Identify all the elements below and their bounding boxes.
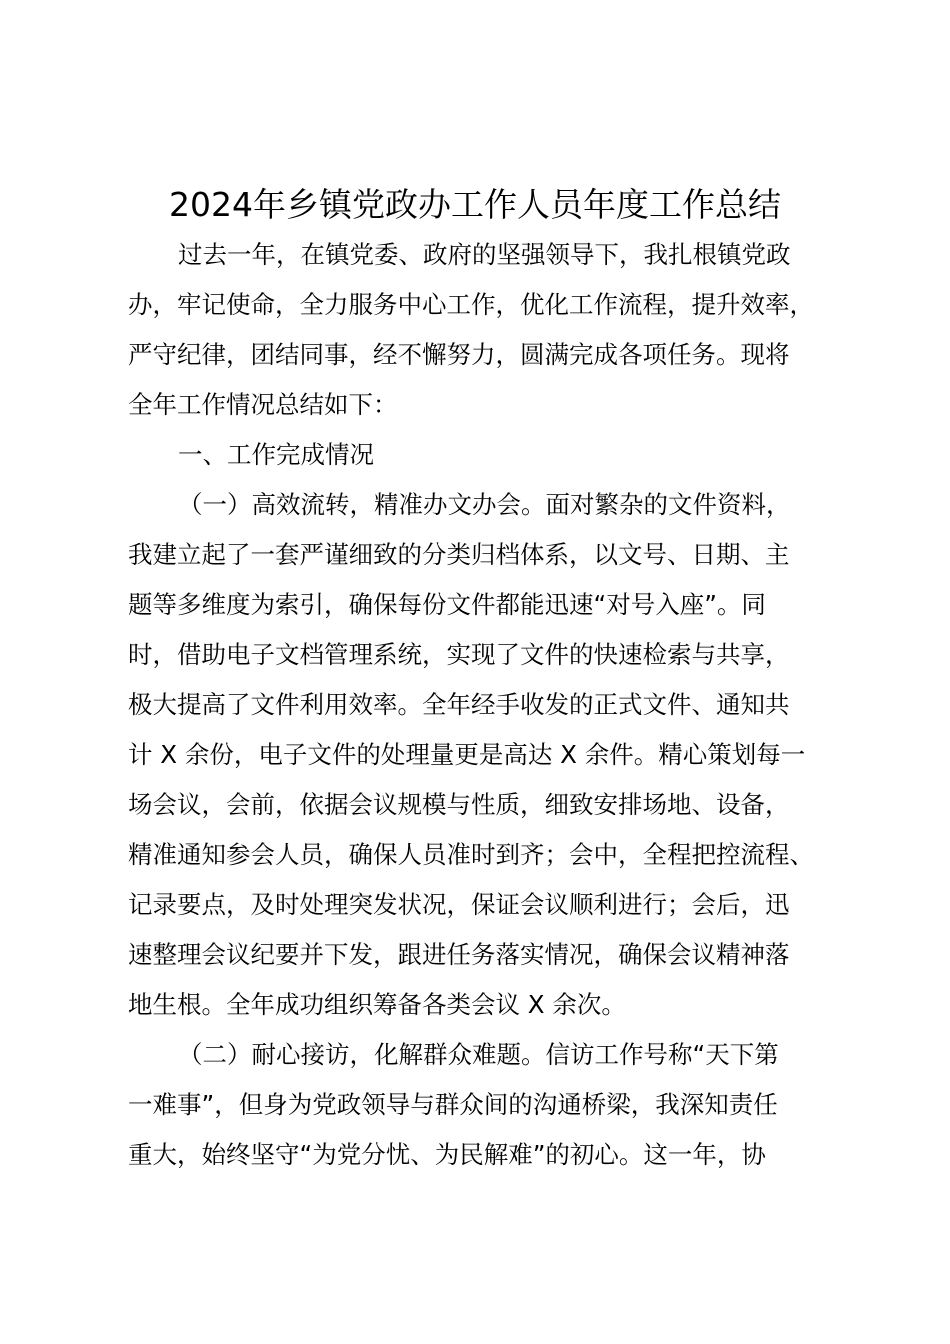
- paragraph-line: 极大提高了文件利用效率。全年经手收发的正式文件、通知共: [128, 690, 790, 719]
- paragraph-line: 场会议，会前，依据会议规模与性质，细致安排场地、设备，: [128, 790, 790, 819]
- document-body: [128, 230, 858, 1180]
- paragraph-line: 办，牢记使命，全力服务中心工作，优化工作流程，提升效率，: [128, 290, 814, 319]
- paragraph-line: 记录要点，及时处理突发状况，保证会议顺利进行；会后，迅: [128, 890, 790, 919]
- paragraph-line: 速整理会议纪要并下发，跟进任务落实情况，确保会议精神落: [128, 940, 790, 969]
- paragraph-line: 精准通知参会人员，确保人员准时到齐；会中，全程把控流程、: [128, 840, 814, 869]
- paragraph-line: 严守纪律，团结同事，经不懈努力，圆满完成各项任务。现将: [128, 340, 790, 369]
- section-heading: 一、工作完成情况: [178, 440, 374, 469]
- paragraph-line: 题等多维度为索引，确保每份文件都能迅速“对号入座”。同: [128, 590, 766, 619]
- paragraph-line: （二）耐心接访，化解群众难题。信访工作号称“天下第: [178, 1040, 779, 1069]
- paragraph-line: 全年工作情况总结如下：: [128, 390, 398, 419]
- paragraph-line: 我建立起了一套严谨细致的分类归档体系，以文号、日期、主: [128, 540, 790, 569]
- paragraph-line: （一）高效流转，精准办文办会。面对繁杂的文件资料，: [178, 490, 791, 519]
- paragraph-line: 地生根。全年成功组织筹备各类会议 X 余次。: [128, 990, 626, 1019]
- paragraph-line: 重大，始终坚守“为党分忧、为民解难”的初心。这一年，协: [128, 1140, 766, 1169]
- paragraph-line: 一难事”，但身为党政领导与群众间的沟通桥梁，我深知责任: [128, 1090, 778, 1119]
- paragraph-line: 时，借助电子文档管理系统，实现了文件的快速检索与共享，: [128, 640, 790, 669]
- paragraph-line: 过去一年，在镇党委、政府的坚强领导下，我扎根镇党政: [178, 240, 791, 269]
- document-title: 2024年乡镇党政办工作人员年度工作总结: [169, 185, 781, 224]
- paragraph-line: 计 X 余份，电子文件的处理量更是高达 X 余件。精心策划每一: [128, 740, 806, 769]
